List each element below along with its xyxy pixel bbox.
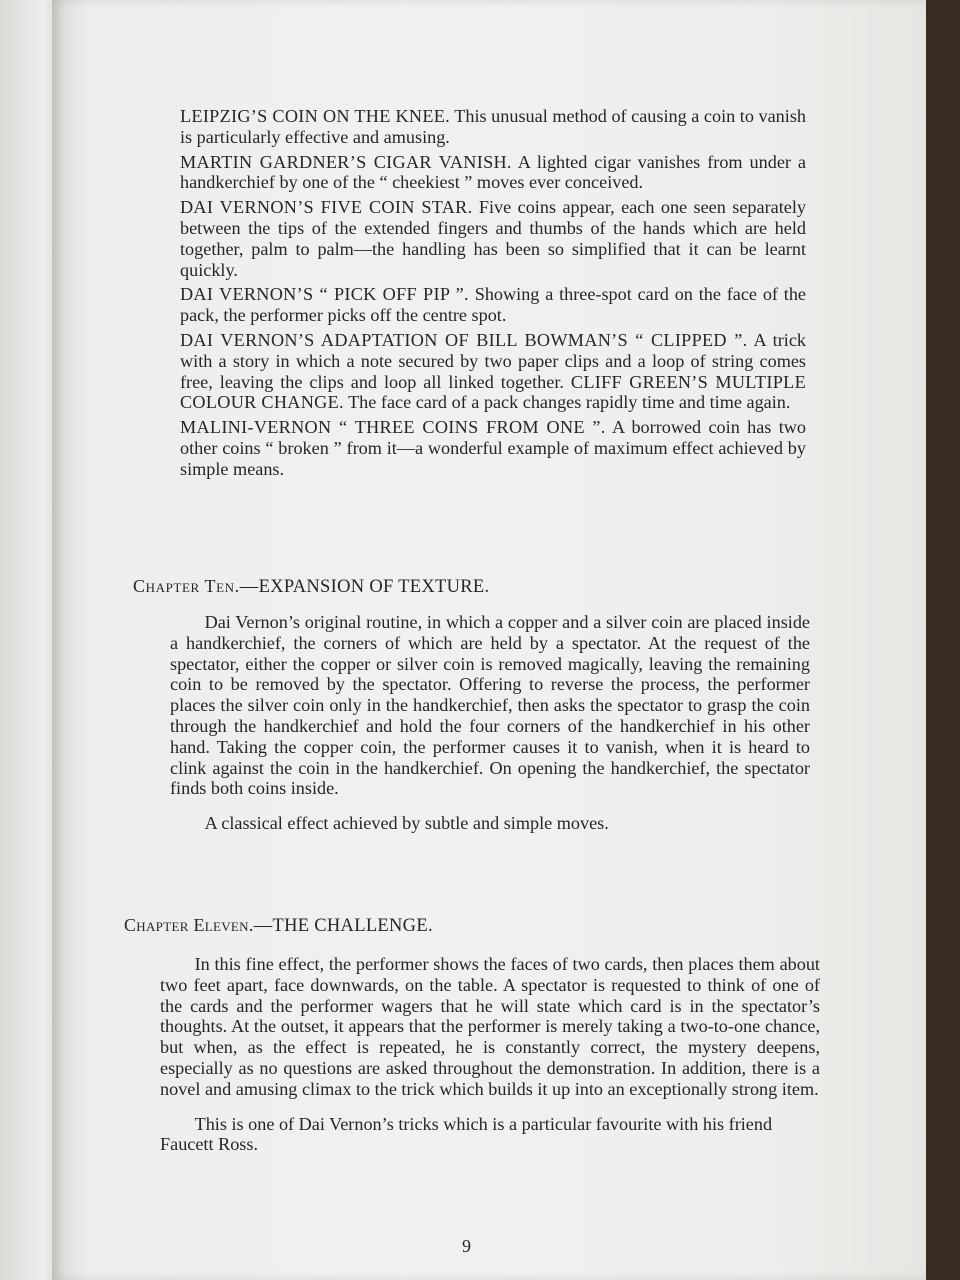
entry-title: DAI VERNON’S “ PICK OFF PIP ”. <box>180 284 469 305</box>
entry-clipped <box>180 330 806 413</box>
paragraph: Dai Vernon’s original routine, in which a copper and a silver coin are placed inside a handkerchief, the corners of which are held by a spectator. At the request of the spectator, either the copper or silver coin is removed magically, leaving the remaining coin to be removed by the spectator. Offering to reverse the process, the performer places the silver coin only in the handkerchief, then asks the spectator to grasp the coin through the handkerchief and hold the four corners of the handkerchief in his other hand. Taking the copper coin, the performer causes it to vanish, when it is heard to clink against the coin in the handkerchief. On opening the handkerchief, the spectator finds both coins inside. <box>170 612 810 799</box>
paragraph: In this fine effect, the performer shows the faces of two cards, then places them about two feet apart, face downwards, on the table. A spectator is requested to think of one of the cards and the performer wagers that he will state which card is in the spectator’s thoughts. At the outset, it appears that the performer is merely taking a two-to-one chance, but when, as the effect is repeated, he is constantly correct, the mystery deepens, especially as no questions are asked throughout the demonstration. In addition, there is a novel and amusing climax to the trick which builds it up into an exceptionally strong item. <box>160 954 820 1099</box>
entries-list <box>180 106 806 484</box>
entry-title: MARTIN GARDNER’S CIGAR VANISH. <box>180 151 512 172</box>
chapter-label: Chapter Ten. <box>133 576 240 596</box>
paragraph: This is one of Dai Vernon’s tricks which is a particular favourite with his friend Faucett Ross. <box>160 1113 773 1155</box>
entry-text: Five coins appear, each one seen separately between the tips of the extended fingers and thumbs of the hands which are held together, palm to palm—the handling has been so simplified that it can be learnt quickly. <box>180 197 806 280</box>
entry-text: A borrowed coin has two other coins “ broken ” from it—a wonderful example of maximum effect achieved by simple means. <box>180 417 806 479</box>
chapter-ten-heading <box>133 576 489 598</box>
entry-text: This unusual method of causing a coin to vanish is particularly effective and amusing. <box>180 106 806 147</box>
entry-five-coin-star <box>180 197 806 280</box>
entry-pick-off-pip <box>180 284 806 326</box>
entry-text: Showing a three-spot card on the face of the pack, the performer picks off the centre spot. <box>180 284 806 326</box>
chapter-label: Chapter Eleven. <box>124 915 254 935</box>
entry-title: DAI VERNON’S ADAPTATION OF BILL BOWMAN’S “ CLIPPED ”. <box>180 329 748 350</box>
entry-leipzig <box>180 106 806 148</box>
entry-text: A lighted cigar vanishes from under a handkerchief by one of the “ cheekiest ” moves ever conceived. <box>180 151 806 193</box>
page-number: 9 <box>462 1236 471 1256</box>
chapter-eleven-body <box>160 954 820 1155</box>
entry-three-coins <box>180 417 806 479</box>
entry-title: LEIPZIG’S COIN ON THE KNEE. <box>180 106 451 126</box>
paragraph: A classical effect achieved by subtle and simple moves. <box>204 813 609 834</box>
entry-text: A trick with a story in which a note secured by two paper clips and a loop of string comes free, leaving the clips and loop all linked together. <box>180 329 806 392</box>
chapter-ten-body <box>170 612 810 834</box>
entry-gardner <box>180 152 806 194</box>
entry-text-2: The face card of a pack changes rapidly time and time again. <box>343 392 791 413</box>
chapter-title: —EXPANSION OF TEXTURE. <box>239 577 490 597</box>
chapter-eleven-heading <box>124 915 433 937</box>
entry-title: DAI VERNON’S FIVE COIN STAR. <box>180 197 473 218</box>
chapter-title: —THE CHALLENGE. <box>253 916 433 936</box>
entry-title: MALINI-VERNON “ THREE COINS FROM ONE ”. <box>180 417 606 438</box>
entry-title-2: CLIFF GREEN’S MULTIPLE COLOUR CHANGE. <box>180 371 806 413</box>
